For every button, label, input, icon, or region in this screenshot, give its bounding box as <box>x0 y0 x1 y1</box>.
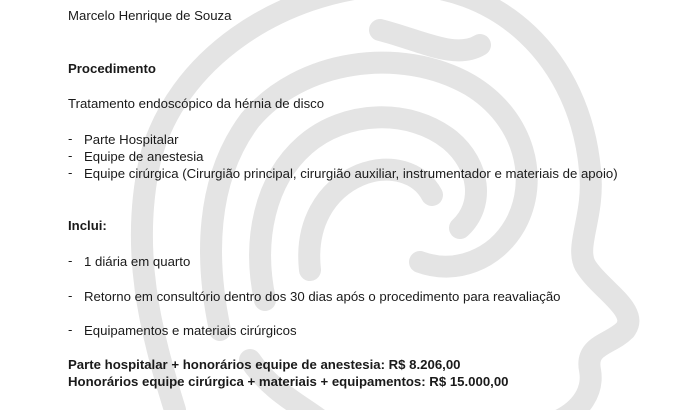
includes-item-text: Retorno em consultório dentro dos 30 dias após o procedimento para reavaliação <box>84 289 561 304</box>
list-dash: - <box>68 148 73 163</box>
includes-item-text: Equipamentos e materiais cirúrgicos <box>84 323 297 338</box>
list-dash: - <box>68 288 73 303</box>
list-dash: - <box>68 322 73 337</box>
procedure-heading: Procedimento <box>68 61 156 76</box>
includes-heading: Inclui: <box>68 218 107 233</box>
patient-name: Marcelo Henrique de Souza <box>68 8 232 23</box>
procedure-item-text: Parte Hospitalar <box>84 132 179 147</box>
total-hospital-anesthesia: Parte hospitalar + honorários equipe de anestesia: R$ 8.206,00 <box>68 357 461 372</box>
procedure-description: Tratamento endoscópico da hérnia de disco <box>68 96 325 111</box>
list-dash: - <box>68 131 73 146</box>
list-dash: - <box>68 165 73 180</box>
includes-item-text: 1 diária em quarto <box>84 254 191 269</box>
list-dash: - <box>68 253 73 268</box>
total-surgical-team: Honorários equipe cirúrgica + materiais + equipamentos: R$ 15.000,00 <box>68 374 509 389</box>
procedure-item-text: Equipe cirúrgica (Cirurgião principal, cirurgião auxiliar, instrumentador e materiais de apoio) <box>84 166 618 181</box>
procedure-item-text: Equipe de anestesia <box>84 149 204 164</box>
